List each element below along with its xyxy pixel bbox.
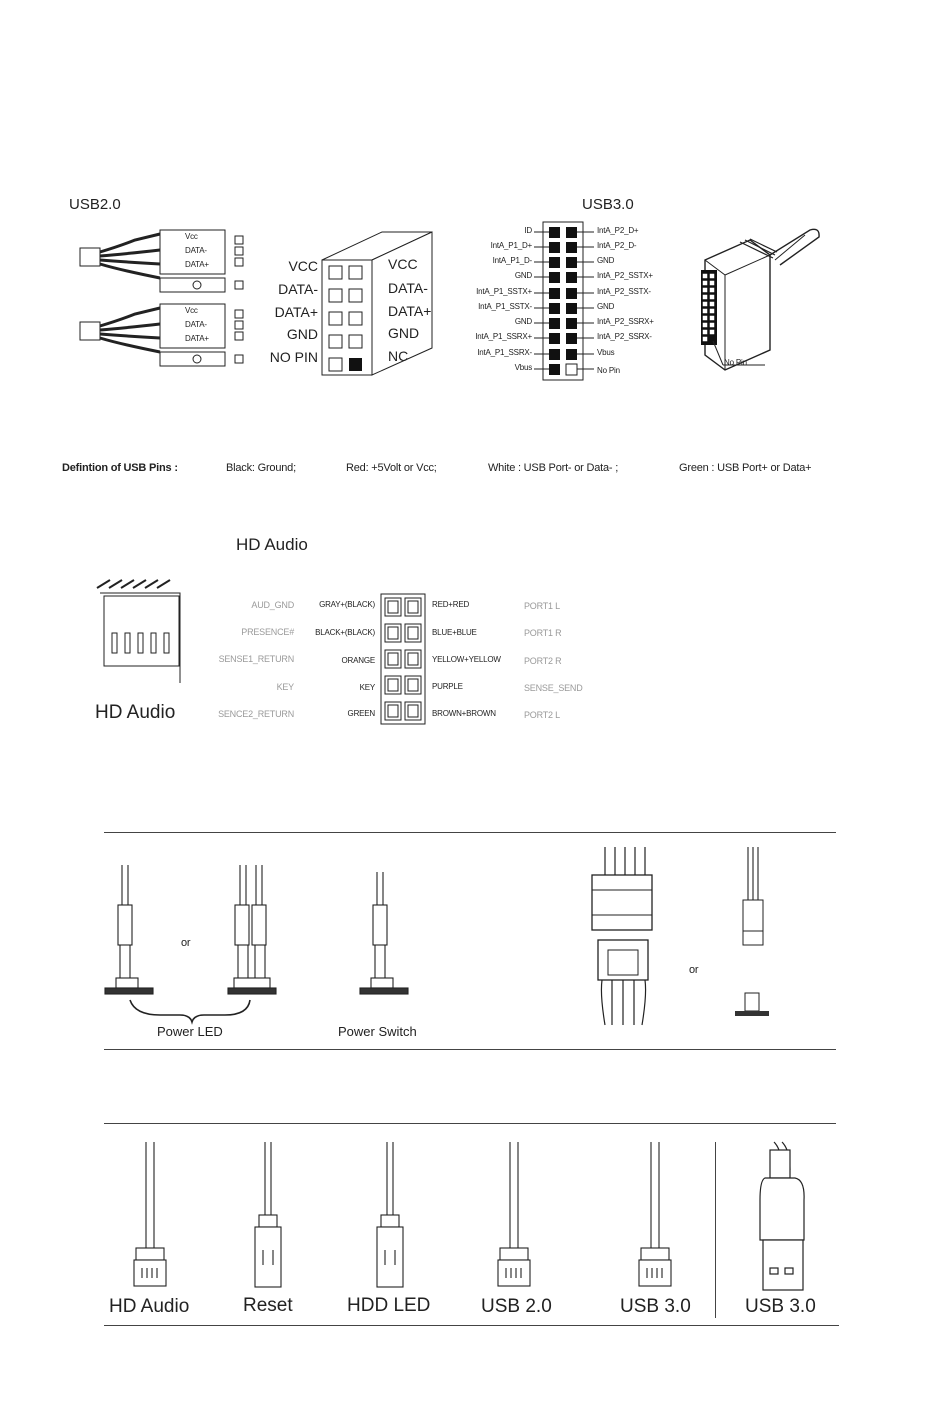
usb2-plug-pin: Vcc — [185, 306, 198, 315]
usb3-right-pin: IntA_P2_SSRX- — [597, 332, 652, 341]
hd-audio-connector-label: HD Audio — [95, 702, 176, 723]
usb3-left-pin: IntA_P1_SSTX+ — [476, 287, 532, 296]
hd-audio-wire-right: RED+RED — [432, 600, 470, 609]
definition-red: Red: +5Volt or Vcc; — [346, 462, 437, 474]
usb2-plug-pin: DATA+ — [185, 260, 209, 269]
usb3-left-pin: Vbus — [514, 363, 532, 372]
usb3-right-pin: Vbus — [597, 348, 615, 357]
definition-white: White : USB Port- or Data- ; — [488, 462, 619, 474]
power-led-label: Power LED — [157, 1024, 223, 1039]
hd-audio-connector-illustration — [92, 578, 187, 683]
usb2-plug-pin: DATA+ — [185, 334, 209, 343]
usb2-header-right-pin: GND — [388, 325, 420, 341]
cable-label-usb3-plug: USB 3.0 — [745, 1296, 816, 1317]
section-divider — [104, 1049, 836, 1050]
hd-audio-wire-left: KEY — [359, 683, 375, 692]
hd-audio-port: PORT1 L — [524, 601, 560, 611]
section-divider — [104, 1123, 836, 1124]
usb3-left-pin: GND — [514, 271, 532, 280]
usb3-connector-label: No Pin — [724, 358, 747, 367]
usb2-plug-pin: DATA- — [185, 246, 207, 255]
cable-label-hdd-led: HDD LED — [347, 1295, 431, 1316]
or-label: or — [689, 964, 699, 976]
usb2-plug-pin: DATA- — [185, 320, 207, 329]
definition-black: Black: Ground; — [226, 462, 296, 474]
hd-audio-title: HD Audio — [236, 535, 308, 554]
usb3-left-pin: IntA_P1_SSTX- — [478, 302, 532, 311]
usb3-title: USB3.0 — [582, 196, 634, 213]
usb3-left-pin: IntA_P1_SSRX- — [477, 348, 532, 357]
hd-audio-wire-left: GREEN — [347, 709, 375, 718]
usb2-header-left-pin: GND — [286, 326, 318, 342]
hd-audio-wire-right: BLUE+BLUE — [432, 628, 477, 637]
hd-audio-port: PORT1 R — [524, 628, 562, 638]
hd-audio-wire-right: PURPLE — [432, 682, 463, 691]
section-divider — [104, 1325, 839, 1326]
usb3-right-pin: IntA_P2_D- — [597, 241, 637, 250]
usb3-right-pin: GND — [597, 256, 615, 265]
cable-label-hd-audio: HD Audio — [109, 1296, 190, 1317]
hd-audio-signal: SENSE1_RETURN — [218, 654, 294, 664]
usb3-right-pin: IntA_P2_SSRX+ — [597, 317, 654, 326]
usb2-header-left-pin: NO PIN — [269, 349, 318, 365]
usb3-left-pin: IntA_P1_D- — [492, 256, 532, 265]
hd-audio-wire-right: BROWN+BROWN — [432, 709, 496, 718]
hd-audio-wire-left: GRAY+(BLACK) — [319, 600, 375, 609]
hd-audio-port: PORT2 L — [524, 710, 560, 720]
usb2-header-left-pin: DATA+ — [274, 304, 318, 320]
usb3-connector-illustration — [695, 225, 835, 375]
hd-audio-signal: PRESENCE# — [241, 627, 294, 637]
usb2-header-right-pin: DATA- — [388, 280, 428, 296]
usb3-left-pin: IntA_P1_SSRX+ — [475, 332, 532, 341]
hd-audio-wire-left: ORANGE — [341, 656, 375, 665]
usb3-right-pin: IntA_P2_D+ — [597, 226, 639, 235]
usb3-right-pin: IntA_P2_SSTX- — [597, 287, 651, 296]
usb2-header-left-pin: DATA- — [278, 281, 318, 297]
usb2-title: USB2.0 — [69, 196, 121, 213]
power-switch-label: Power Switch — [338, 1024, 417, 1039]
usb3-header-block — [528, 222, 598, 382]
usb2-plug-illustration-bottom — [75, 302, 255, 372]
usb3-left-pin: GND — [514, 317, 532, 326]
cable-illustrations — [110, 1140, 830, 1300]
hd-audio-signal: SENCE2_RETURN — [218, 709, 294, 719]
usb2-header-right-pin: NC — [388, 348, 409, 364]
definition-green: Green : USB Port+ or Data+ — [679, 462, 812, 474]
section-divider — [104, 832, 836, 833]
usb3-right-pin: No Pin — [597, 366, 620, 375]
hd-audio-header-block — [380, 593, 426, 725]
hd-audio-port: SENSE_SEND — [524, 683, 583, 693]
hd-audio-signal: AUD_GND — [251, 600, 294, 610]
molex-fan-connector-illustration — [590, 845, 780, 1030]
usb3-right-pin: GND — [597, 302, 615, 311]
hd-audio-wire-right: YELLOW+YELLOW — [432, 655, 501, 664]
usb2-header-left-pin: VCC — [288, 258, 318, 274]
hd-audio-port: PORT2 R — [524, 656, 562, 666]
definition-label: Defintion of USB Pins : — [62, 462, 178, 474]
usb2-header-right-pin: DATA+ — [388, 303, 432, 319]
hd-audio-signal: KEY — [276, 682, 294, 692]
usb2-plug-pin: Vcc — [185, 232, 198, 241]
cable-label-usb3-header: USB 3.0 — [620, 1296, 691, 1317]
cable-label-usb2: USB 2.0 — [481, 1296, 552, 1317]
usb3-left-pin: ID — [524, 226, 532, 235]
usb2-header-right-pin: VCC — [388, 256, 418, 272]
cable-label-reset: Reset — [243, 1295, 293, 1316]
usb3-right-pin: IntA_P2_SSTX+ — [597, 271, 653, 280]
usb3-left-pin: IntA_P1_D+ — [490, 241, 532, 250]
or-label: or — [181, 937, 191, 949]
hd-audio-wire-left: BLACK+(BLACK) — [315, 628, 375, 637]
power-led-switch-illustration — [100, 860, 430, 1020]
usb2-plug-illustration-top — [75, 228, 255, 298]
